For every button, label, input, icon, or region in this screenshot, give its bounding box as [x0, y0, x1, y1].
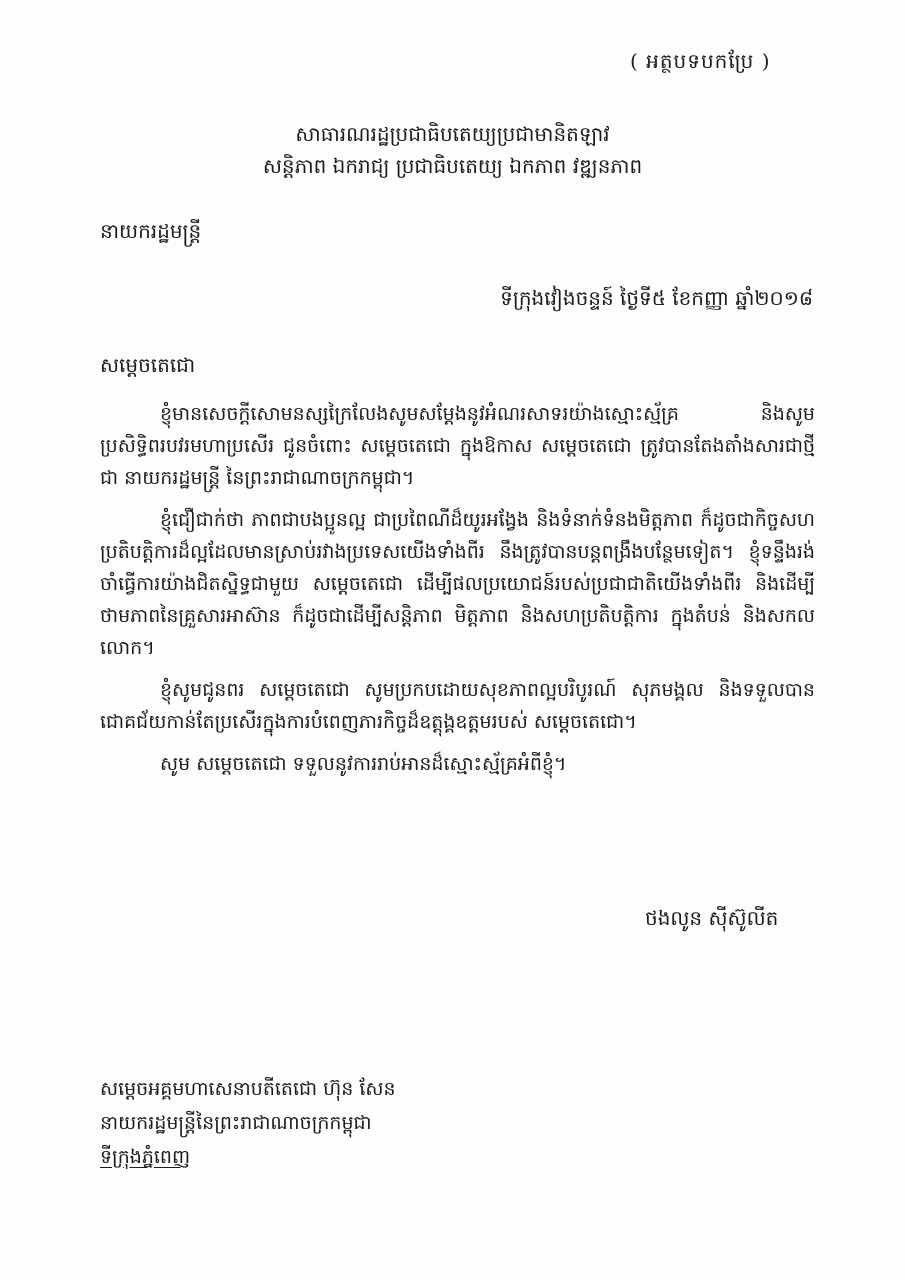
letter-body [100, 398, 815, 790]
recipient-block [100, 1072, 396, 1174]
body-paragraph: ខ្ញុំសូមជូនពរ សម្តេចតេជោ សូមប្រកបដោយសុខភាពល្អបរិបូរណ៍ សុភមង្គល និងទទួលបានជោគជ័យកាន់តែប្រសើរក្នុងការបំពេញភារកិច្ចដ៏ឧត្តុង្គឧត្តមរបស់ សម្តេចតេជោ។ [100, 679, 815, 733]
recipient-name: សម្តេចអគ្គមហាសេនាបតីតេជោ ហ៊ុន សែន [100, 1078, 396, 1100]
country-name: សាធារណរដ្ឋប្រជាធិបតេយ្យប្រជាមានិតឡាវ [295, 122, 610, 146]
body-paragraph: ខ្ញុំមានសេចក្តីសោមនស្សក្រៃលែងសូមសម្តែងនូវអំណរសាទរយ៉ាងស្មោះស្ម័គ្រ និងសូមប្រសិទ្ធិពរបវរមហាប្រសើរ ជូនចំពោះ សម្តេចតេជោ ក្នុងឱកាស សម្តេចតេជោ ត្រូវបានតែងតាំងសារជាថ្មី ជា នាយករដ្ឋមន្ត្រី នៃព្រះរាជាណាចក្រកម្ពុជា។ [100, 403, 815, 489]
recipient-city: ទីក្រុងភ្នំពេញ [100, 1146, 191, 1168]
translation-note: ( អត្ថបទបកប្រែ ) [630, 49, 771, 73]
sender-title: នាយករដ្ឋមន្ត្រី [100, 219, 202, 243]
national-motto: សន្តិភាព ឯករាជ្យ ប្រជាធិបតេយ្យ ឯកភាព វឌ្ឍនភាព [262, 154, 643, 178]
date-line: ទីក្រុងវៀងចន្ទន៍ ថ្ងៃទី៥ ខែកញ្ញា ឆ្នាំ២០១៨ [500, 286, 813, 310]
recipient-title: នាយករដ្ឋមន្ត្រីនៃព្រះរាជាណាចក្រកម្ពុជា [100, 1112, 372, 1134]
signature-name: ថងលូន ស៊ីស៊ូលីត [645, 906, 779, 930]
body-paragraph: ខ្ញុំជឿជាក់ថា ភាពជាបងប្អូនល្អ ជាប្រពៃណីដ៏យូរអង្វែង និងទំនាក់ទំនងមិត្តភាព ក៏ដូចជាកិច្ចសហប្រតិបត្តិការដ៏ល្អដែលមានស្រាប់រវាងប្រទេសយើងទាំងពីរ នឹងត្រូវបានបន្តពង្រឹងបន្ថែមទៀត។ ខ្ញុំទន្ទឹងរង់ចាំធ្វើការយ៉ាងជិតស្និទ្ធជាមួយ សម្តេចតេជោ ដើម្បីផលប្រយោជន៍របស់ប្រជាជាតិយើងទាំងពីរ និងដើម្បីថាមភាពនៃគ្រួសារអាស៊ាន ក៏ដូចជាដើម្បីសន្តិភាព មិត្តភាព និងសហប្រតិបត្តិការ ក្នុងតំបន់ និងសកលលោក។ [100, 509, 815, 659]
letter-header [0, 118, 905, 182]
closing-paragraph: សូម សម្តេចតេជោ ទទួលនូវការរាប់អានដ៏ស្មោះស្ម័គ្រអំពីខ្ញុំ។ [160, 753, 567, 775]
salutation: សម្តេចតេជោ [100, 353, 196, 377]
